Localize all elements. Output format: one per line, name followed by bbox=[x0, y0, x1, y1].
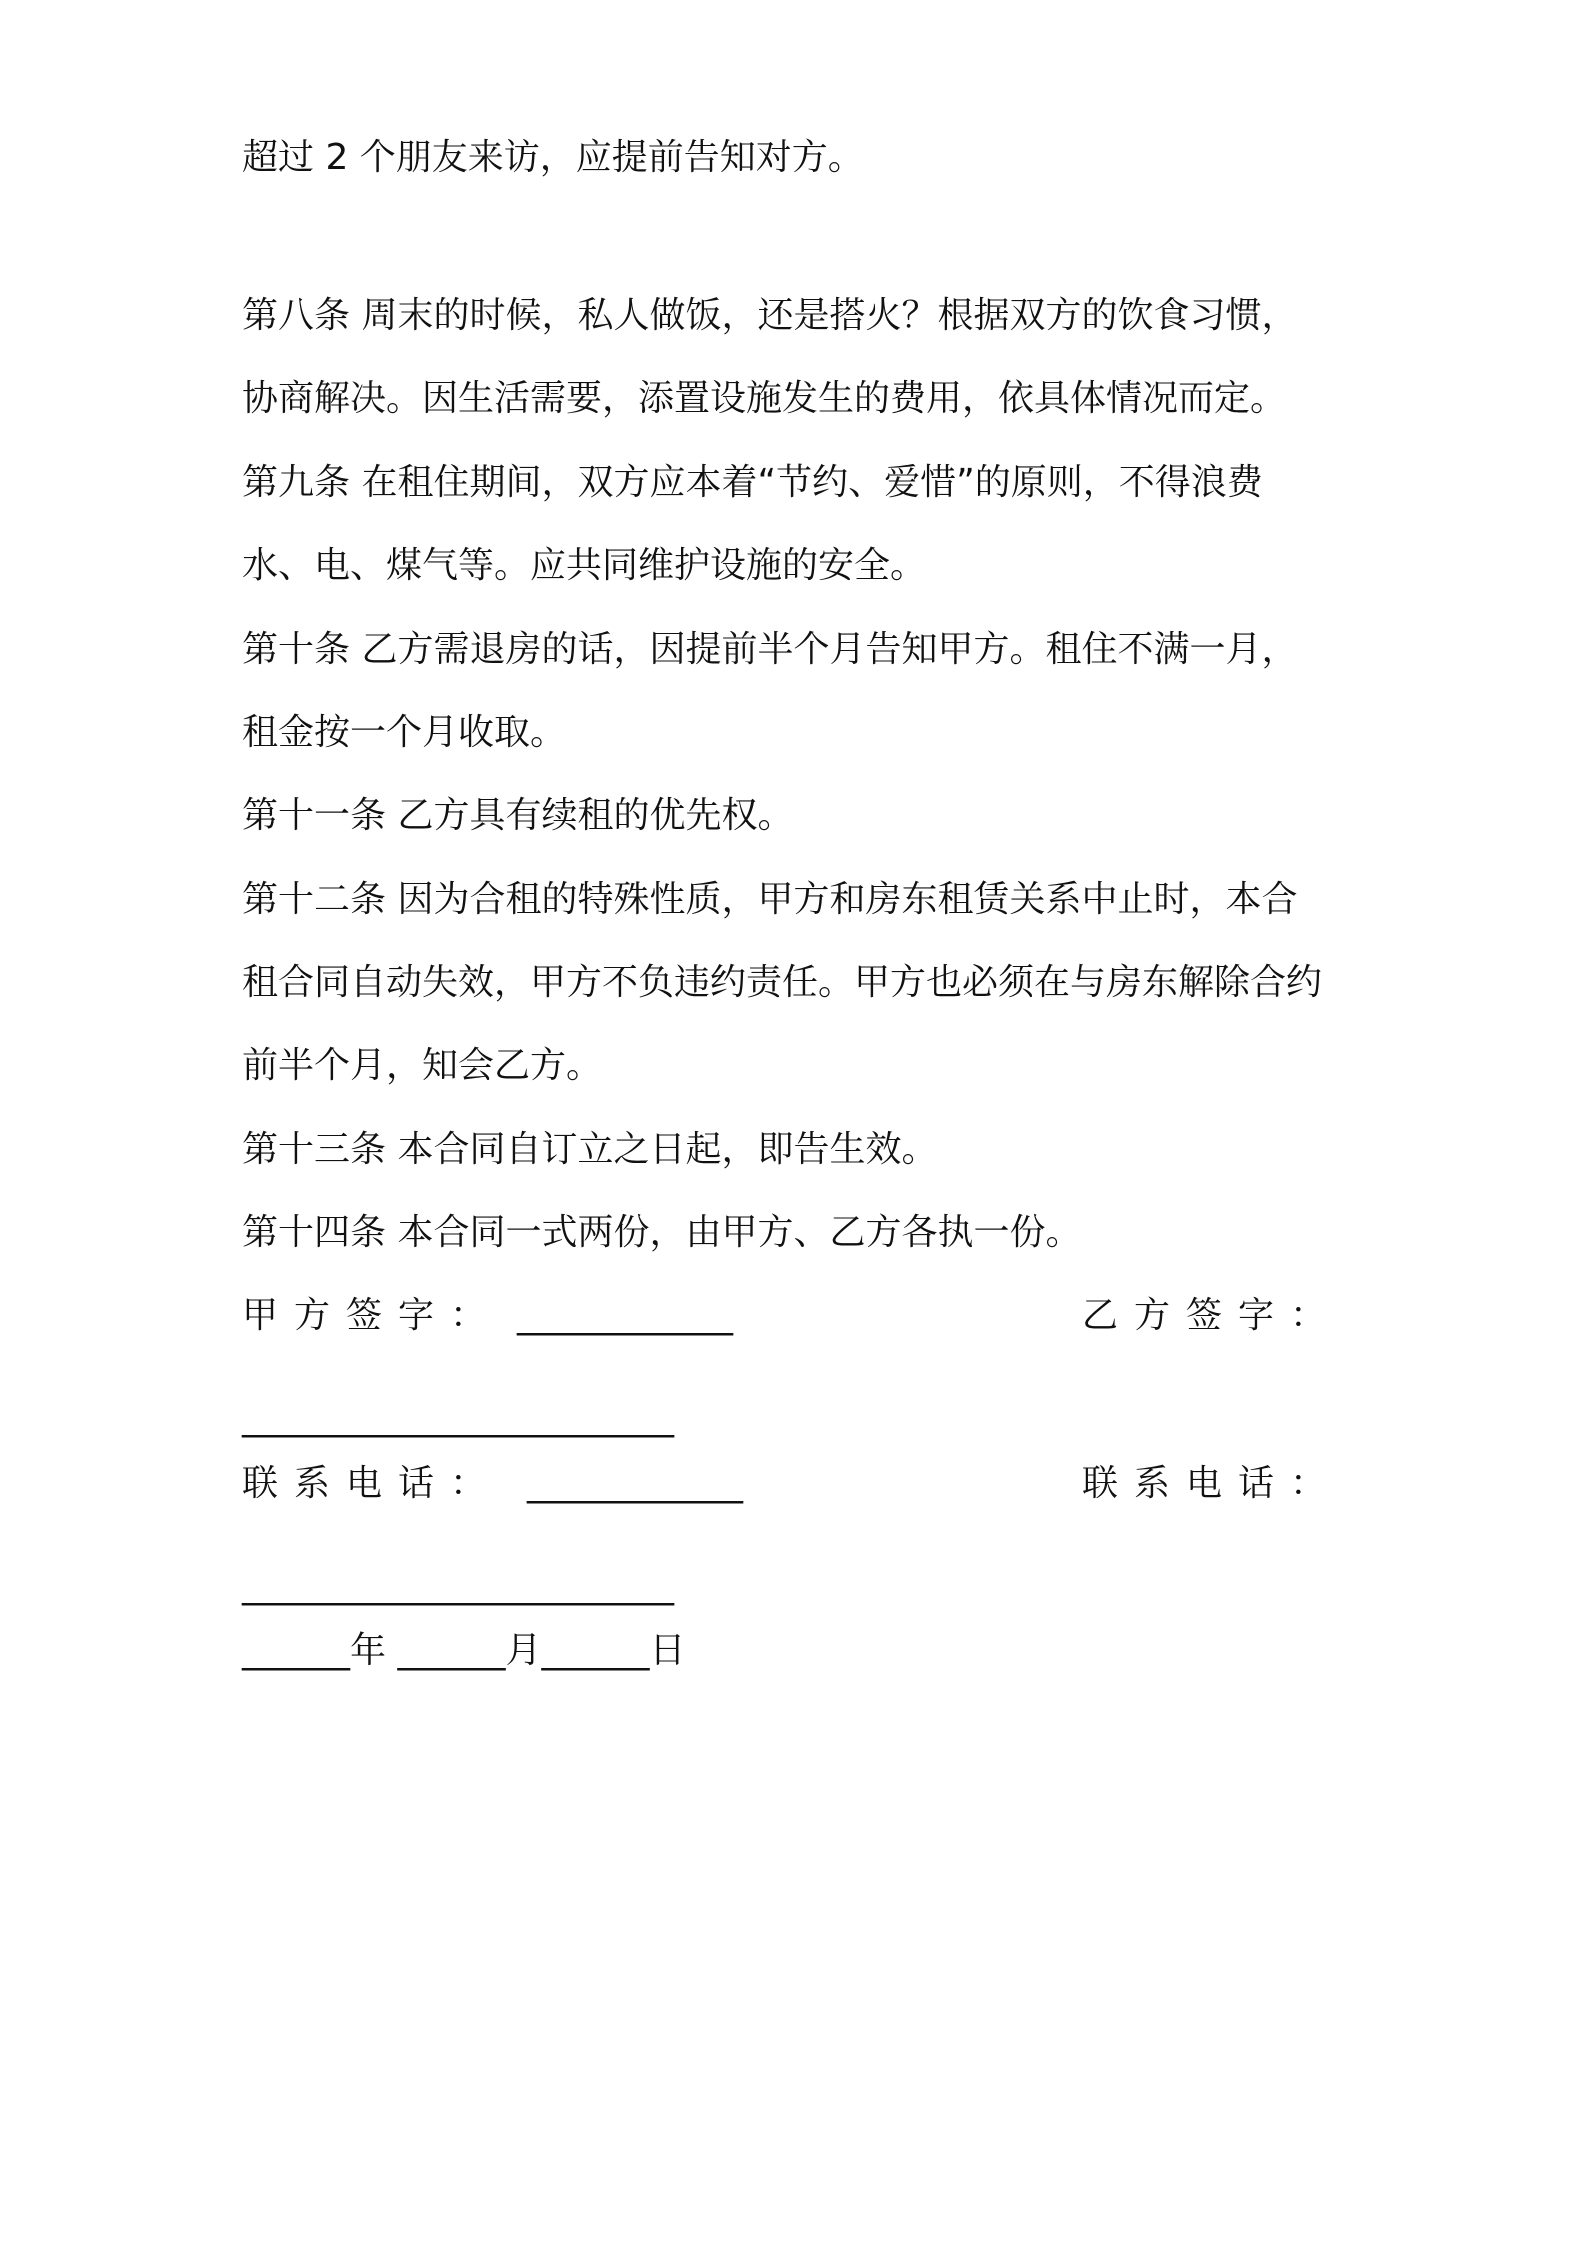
party-a-sign-blank: ____________ bbox=[517, 1295, 733, 1336]
text-line-8: 第十一条 乙方具有续租的优先权。 bbox=[242, 795, 794, 836]
text-line-4: 第九条 在租住期间，双方应本着“节约、爱惜”的原则，不得浪费 bbox=[242, 462, 1263, 503]
phone-b-label: 联系电话： bbox=[1081, 1463, 1342, 1504]
text-line-11: 前半个月，知会乙方。 bbox=[242, 1045, 603, 1086]
text-line-2: 第八条 周末的时候，私人做饭，还是搭火？根据双方的饮食习惯， bbox=[242, 295, 1298, 336]
phone-b-blank: ________________________ bbox=[242, 1565, 674, 1606]
text-line-10: 租合同自动失效，甲方不负违约责任。甲方也必须在与房东解除合约 bbox=[242, 962, 1323, 1003]
text-line-5: 水、电、煤气等。应共同维护设施的安全。 bbox=[242, 545, 927, 586]
phone-a-blank: ____________ bbox=[527, 1463, 743, 1504]
party-b-sign-label: 乙方签字： bbox=[1081, 1295, 1342, 1336]
date-line: ______年 ______月______日 bbox=[242, 1630, 686, 1671]
text-line-6: 第十条 乙方需退房的话，因提前半个月告知甲方。租住不满一月， bbox=[242, 629, 1298, 670]
text-line-9: 第十二条 因为合租的特殊性质，甲方和房东租赁关系中止时，本合 bbox=[242, 879, 1298, 920]
text-line-1: 超过 2 个朋友来访，应提前告知对方。 bbox=[242, 137, 864, 178]
text-line-3: 协商解决。因生活需要，添置设施发生的费用，依具体情况而定。 bbox=[242, 378, 1287, 419]
text-line-12: 第十三条 本合同自订立之日起，即告生效。 bbox=[242, 1129, 938, 1170]
text-line-7: 租金按一个月收取。 bbox=[242, 712, 567, 753]
party-a-sign-label: 甲方签字： bbox=[242, 1295, 503, 1336]
text-line-13: 第十四条 本合同一式两份，由甲方、乙方各执一份。 bbox=[242, 1212, 1082, 1253]
party-b-sign-blank: ________________________ bbox=[242, 1397, 674, 1438]
phone-a-label: 联系电话： bbox=[242, 1463, 503, 1504]
